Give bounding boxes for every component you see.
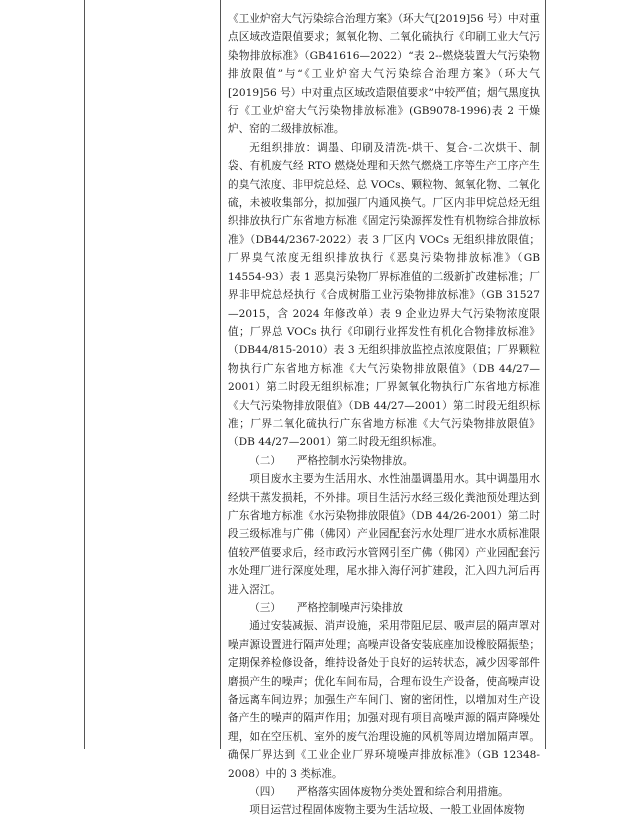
paragraph-fugitive-emissions: 无组织排放：调墨、印刷及清洗-烘干、复合-二次烘干、制袋、有机废气经 RTO 燃烧处理和天然气燃烧工序等生产工序产生的臭气浓度、非甲烷总烃、总 VOCs、颗粒物、氮氧化物、二氧化硫，未被收集部分，拟加强厂内通风换气。厂区内非甲烷总烃无组织排放执行广东省地方标准《固定污染源挥发性有机物综合排放标准》（DB44/2367-2022）表 3 厂区内 VOCs 无组织排放限值；厂界臭气浓度无组织排放执行《恶臭污染物排放标准》（GB 14554-93）表 1 恶臭污染物厂界标准值的二级新扩改建标准；厂界非甲烷总烃执行《合成树脂工业污染物排放标准》（GB 31527—2015，含 2024 年修改单）表 9 企业边界大气污染物浓度限值；厂界总 VOCs 执行《印刷行业挥发性有机化合物排放标准》（DB44/815-2010）表 3 无组织排放监控点浓度限值；厂界颗粒物执行广东省地方标准《大气污染物排放限值》（DB 44/27—2001）第二时段无组织标准；厂界氮氧化物执行广东省地方标准《大气污染物排放限值》（DB 44/27—2001）第二时段无组织标准；厂界二氧化硫执行广东省地方标准《大气污染物排放限值》（DB 44/27—2001）第二时段无组织标准。	[228, 141, 540, 449]
heading-noise-control: （三） 严格控制噪声污染排放	[249, 602, 403, 614]
heading-solid-waste: （四） 严格落实固体废物分类处置和综合利用措施。	[249, 786, 509, 799]
paragraph-wastewater: 项目废水主要为生活用水、水性油墨调墨用水。其中调墨用水经烘干蒸发损耗，不外排。项目生活污水经三级化粪池预处理达到广东省地方标准《水污染物排放限值》（DB 44/26-2001）第二时段三级标准与广佛（佛冈）产业园配套污水处理厂进水水质标准限值较严值要求后，经市政污水管网引至广佛（佛冈）产业园配套污水处理厂进行深度处理，尾水排入海仔河扩建段，汇入四九河后再进入滘江。	[228, 473, 540, 596]
table-left-border	[84, 0, 85, 749]
document-body	[228, 10, 540, 820]
table-column-divider	[220, 0, 221, 749]
heading-water-control: （二） 严格控制水污染物排放。	[249, 454, 414, 467]
paragraph-solid-waste: 项目运营过程固体废物主要为生活垃圾、一般工业固体废物	[249, 804, 525, 817]
table-right-border	[545, 0, 546, 749]
paragraph-air-standards: 《工业炉窑大气污染综合治理方案》（环大气[2019]56 号）中对重点区域改造限值要求；氮氧化物、二氧化硫执行《印刷工业大气污染物排放标准》（GB41616—2022）“表 2--燃烧装置大气污染物排放限值”与“《工业炉窑大气污染综合治理方案》（环大气[2019]56 号）中对重点区域改造限值要求”中较严值；烟气黑度执行《工业炉窑大气污染物排放标准》(GB9078-1996)表 2 干燥炉、窑的二级排放标准。	[228, 13, 540, 136]
paragraph-noise-measures: 通过安装减振、消声设施，采用带阻尼层、吸声层的隔声罩对噪声源设置进行隔声处理；高噪声设备安装底座加设橡胶隔振垫；定期保养检修设备，维持设备处于良好的运转状态，减少因零部件磨损产生的噪声；优化车间布局，合理布设生产设备，使高噪声设备远离车间边界；加强生产车间门、窗的密闭性，以增加对生产设备产生的噪声的隔声作用；加强对现有项目高噪声源的隔声降噪处理，如在空压机、室外的废气治理设施的风机等周边增加隔声罩。确保厂界达到《工业企业厂界环境噪声排放标准》（GB 12348-2008）中的 3 类标准。	[228, 620, 540, 780]
